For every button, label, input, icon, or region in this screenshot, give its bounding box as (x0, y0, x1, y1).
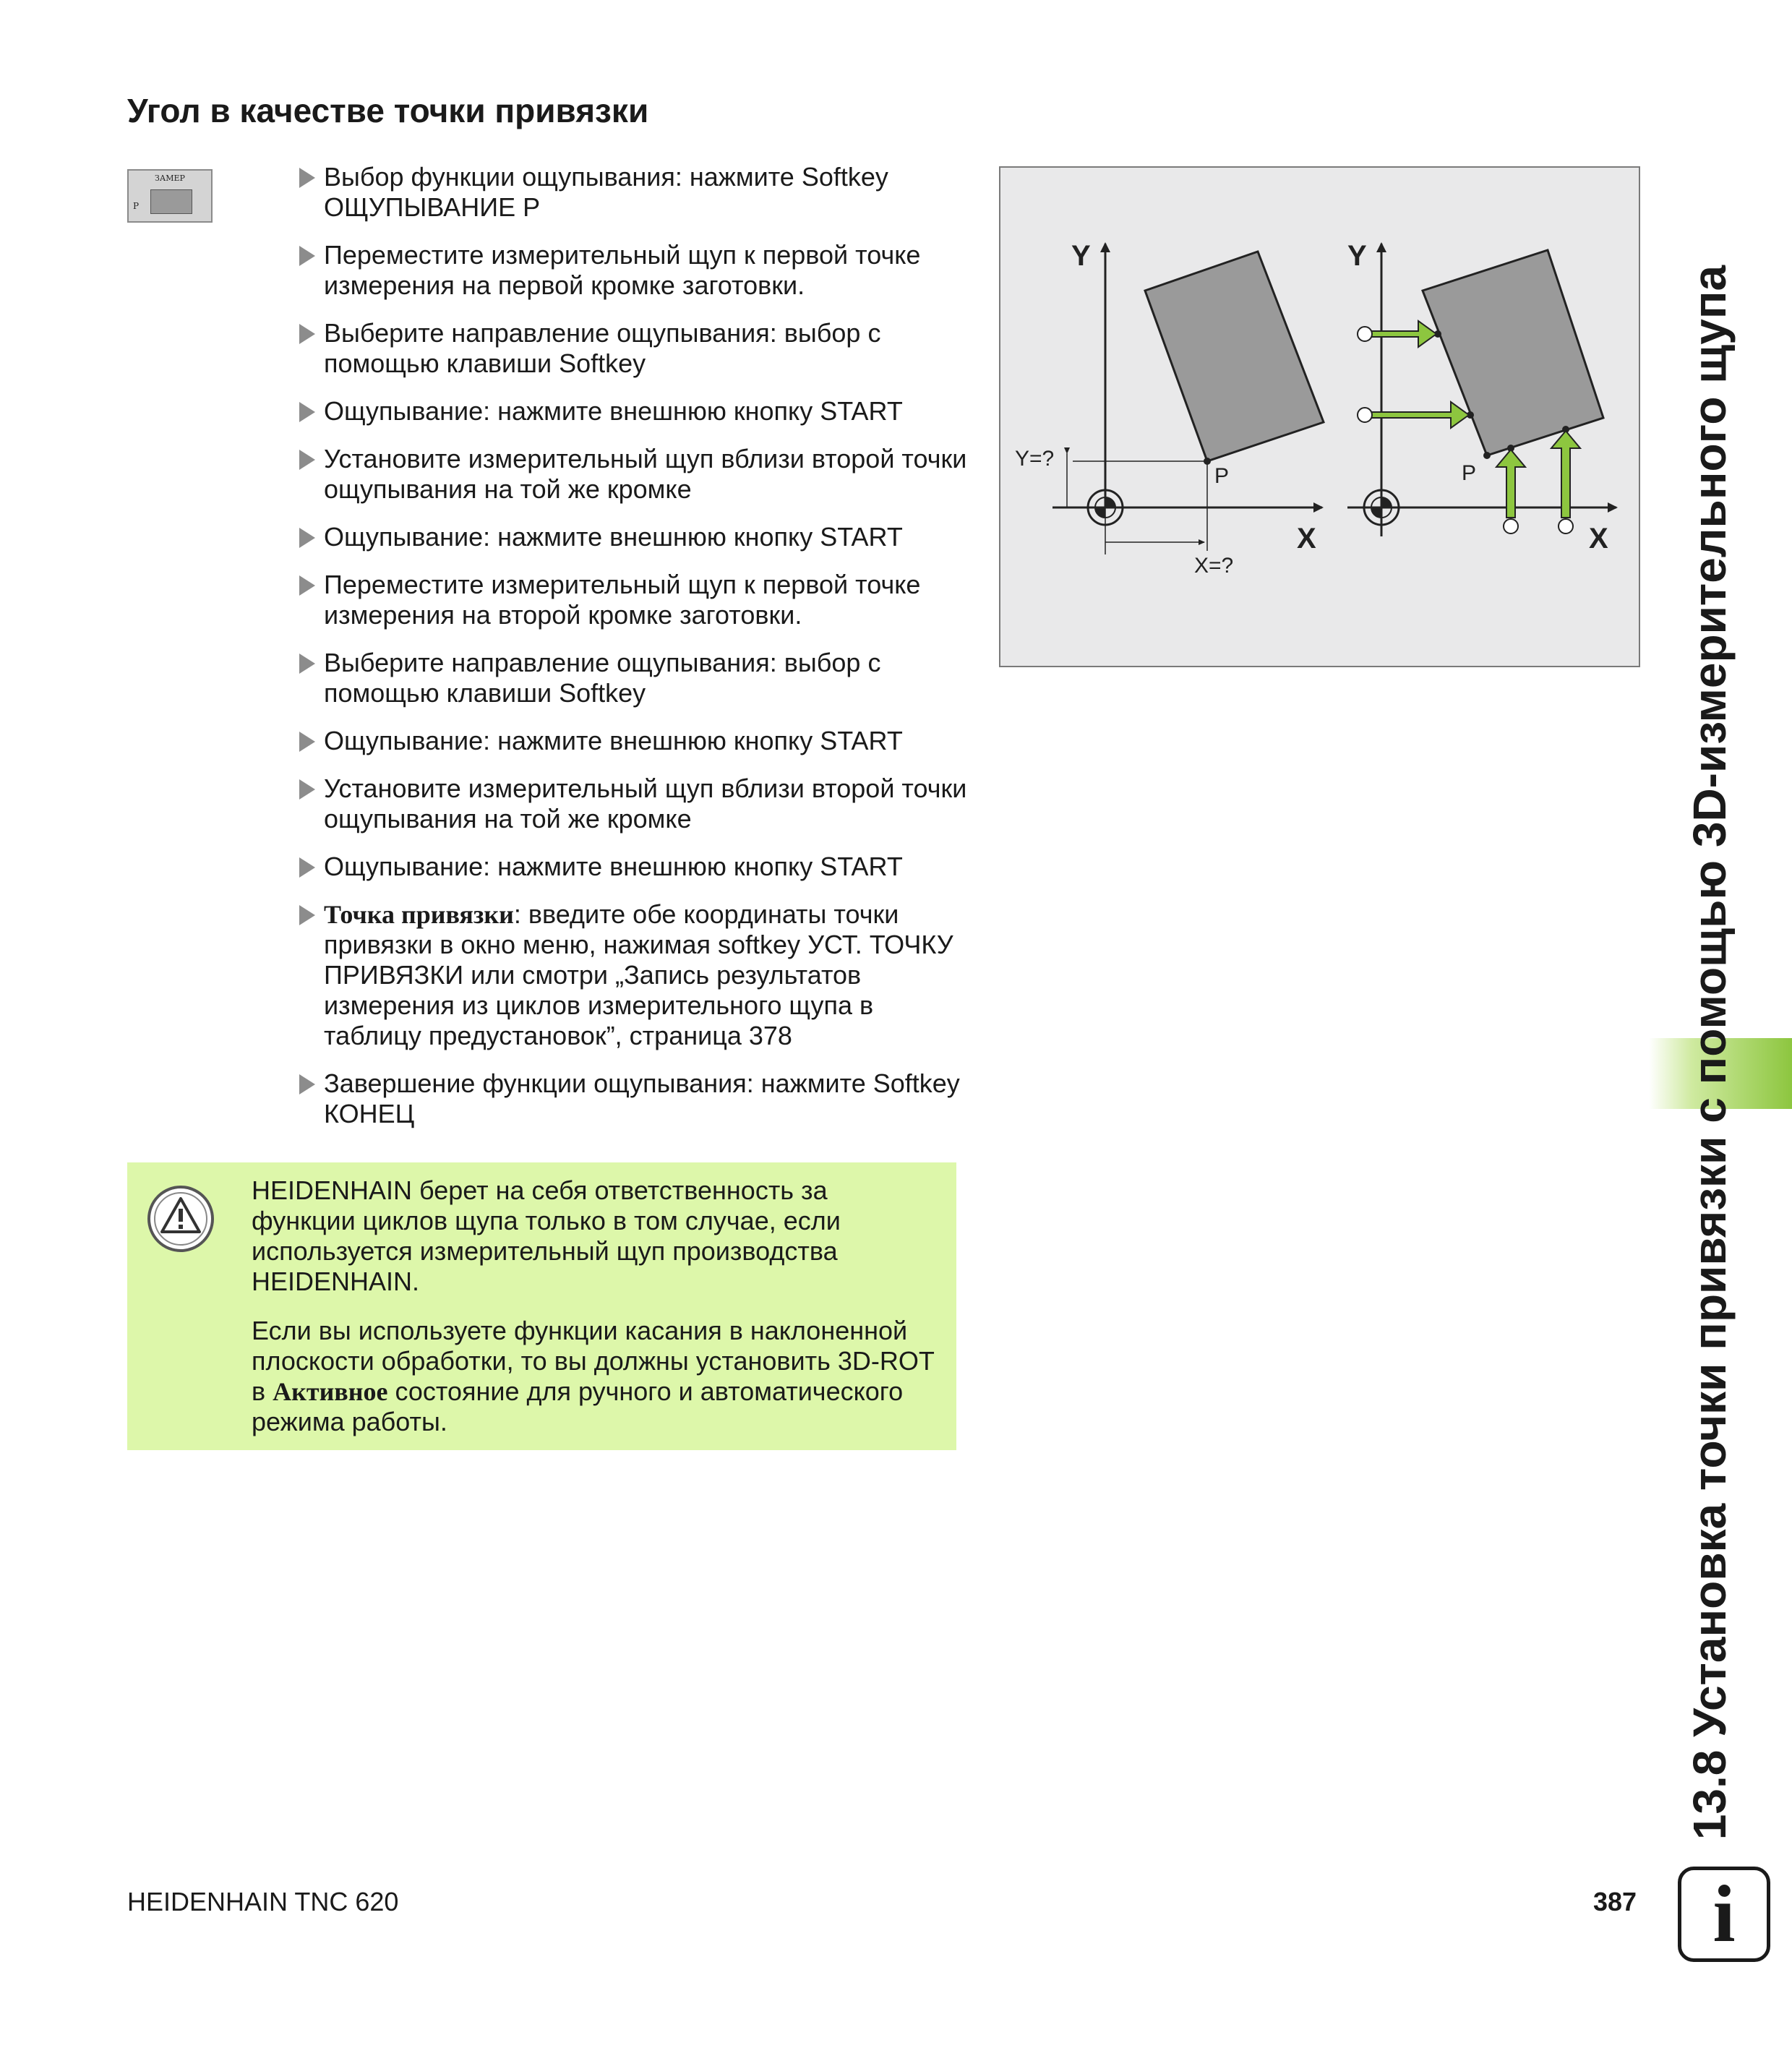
probe-start-2 (1358, 408, 1372, 422)
section-heading: Угол в качестве точки привязки (127, 92, 649, 129)
warning-icon (145, 1183, 217, 1255)
step-item (298, 852, 970, 882)
step-item (298, 444, 970, 505)
right-y-axis-label: Y (1347, 240, 1367, 272)
softkey-workpiece-shape (150, 189, 192, 214)
step-text: Выбор функции ощупывания: нажмите Softkey ОЩУПЫВАНИЕ P (324, 162, 888, 222)
x-question-label: X=? (1194, 554, 1234, 578)
left-y-axis-label: Y (1071, 240, 1091, 272)
step-item (298, 522, 970, 552)
note-paragraph-2-end: состояние для ручного и автоматического режима работы. (252, 1376, 904, 1436)
step-text: Установите измерительный щуп вблизи второй точки ощупывания на той же кромке (324, 444, 967, 504)
bullet-triangle-icon (299, 732, 315, 752)
note-paragraph-2-bold: Активное (273, 1377, 388, 1406)
note-paragraph-2 (252, 1316, 938, 1437)
step-item (298, 396, 970, 427)
left-point-label: P (1214, 464, 1230, 488)
note-paragraph-1: HEIDENHAIN берет на себя ответственность за функции циклов щупа только в том случае, если используется измерительный щуп производства HEIDENHAIN. (252, 1175, 841, 1296)
step-item (298, 899, 970, 1051)
warning-note (127, 1162, 956, 1450)
step-text: Завершение функции ощупывания: нажмите Softkey КОНЕЦ (324, 1068, 960, 1128)
probe-start-3 (1504, 519, 1518, 534)
left-workpiece (1145, 252, 1324, 461)
step-item (298, 774, 970, 834)
probing-diagram (999, 166, 1640, 667)
right-origin-quadrant-2 (1371, 507, 1381, 518)
step-item (298, 162, 970, 223)
page-number: 387 (1593, 1887, 1637, 1916)
right-origin-quadrant-1 (1381, 497, 1392, 507)
note-text (252, 1175, 938, 1456)
bullet-triangle-icon (299, 246, 315, 266)
info-icon (1678, 1867, 1770, 1962)
chapter-title-text: 13.8 Установка точки привязки с помощью 3D-измерительного щупа (1684, 265, 1736, 1841)
info-icon-glyph: i (1712, 1869, 1736, 1959)
steps-list (298, 162, 970, 1147)
note-paragraph-2-start: Если вы используете функции касания в наклоненной плоскости обработки, то вы должны установить 3D-ROT в (252, 1316, 935, 1406)
step-item (298, 240, 970, 301)
step-item (298, 1068, 970, 1129)
bullet-triangle-icon (299, 402, 315, 422)
probe-arrow-vertical-2 (1551, 431, 1580, 518)
step-text: Выберите направление ощупывания: выбор с помощью клавиши Softkey (324, 318, 881, 378)
probe-start-1 (1358, 327, 1372, 341)
softkey-letter: P (133, 201, 140, 211)
bullet-triangle-icon (299, 654, 315, 674)
probing-diagram-svg (1000, 168, 1642, 669)
right-x-axis-label: X (1589, 523, 1608, 554)
step-text: Установите измерительный щуп вблизи второй точки ощупывания на той же кромке (324, 774, 967, 834)
right-point-label: P (1462, 461, 1477, 485)
step-item (298, 318, 970, 379)
step-text: : введите обе координаты точки привязки в окно меню, нажимая softkey УСТ. ТОЧКУ ПРИВЯЗКИ или смотри „Запись результатов измерения из циклов измерительного щупа в таблицу предустановок”, страница 378 (324, 899, 953, 1050)
step-text: Выберите направление ощупывания: выбор с помощью клавиши Softkey (324, 648, 881, 708)
step-item (298, 726, 970, 756)
step-item (298, 570, 970, 630)
footer-product: HEIDENHAIN TNC 620 (127, 1887, 399, 1916)
step-text: Ощупывание: нажмите внешнюю кнопку START (324, 522, 903, 552)
step-text: Ощупывание: нажмите внешнюю кнопку START (324, 852, 903, 881)
softkey-label: ЗАМЕР (155, 173, 185, 183)
right-workpiece (1423, 250, 1603, 455)
probe-start-4 (1559, 519, 1573, 534)
probe-arrow-horizontal-1 (1366, 321, 1436, 347)
bullet-triangle-icon (299, 324, 315, 344)
bullet-triangle-icon (299, 168, 315, 188)
bullet-triangle-icon (299, 905, 315, 925)
right-reference-point (1483, 452, 1491, 459)
bullet-triangle-icon (299, 1074, 315, 1094)
left-x-axis-label: X (1297, 523, 1316, 554)
bullet-triangle-icon (299, 528, 315, 548)
left-origin-quadrant-2 (1095, 507, 1105, 518)
step-text: Ощупывание: нажмите внешнюю кнопку START (324, 726, 903, 755)
y-question-label: Y=? (1015, 447, 1055, 471)
probe-softkey-icon (127, 169, 213, 223)
bullet-triangle-icon (299, 575, 315, 596)
bullet-triangle-icon (299, 857, 315, 878)
step-text: Переместите измерительный щуп к первой точке измерения на второй кромке заготовки. (324, 570, 921, 630)
left-origin-quadrant-1 (1105, 497, 1115, 507)
step-item (298, 648, 970, 708)
bullet-triangle-icon (299, 450, 315, 470)
step-bold-term: Точка привязки (324, 900, 514, 929)
step-text: Переместите измерительный щуп к первой точке измерения на первой кромке заготовки. (324, 240, 921, 300)
bullet-triangle-icon (299, 779, 315, 800)
step-text: Ощупывание: нажмите внешнюю кнопку START (324, 396, 903, 426)
